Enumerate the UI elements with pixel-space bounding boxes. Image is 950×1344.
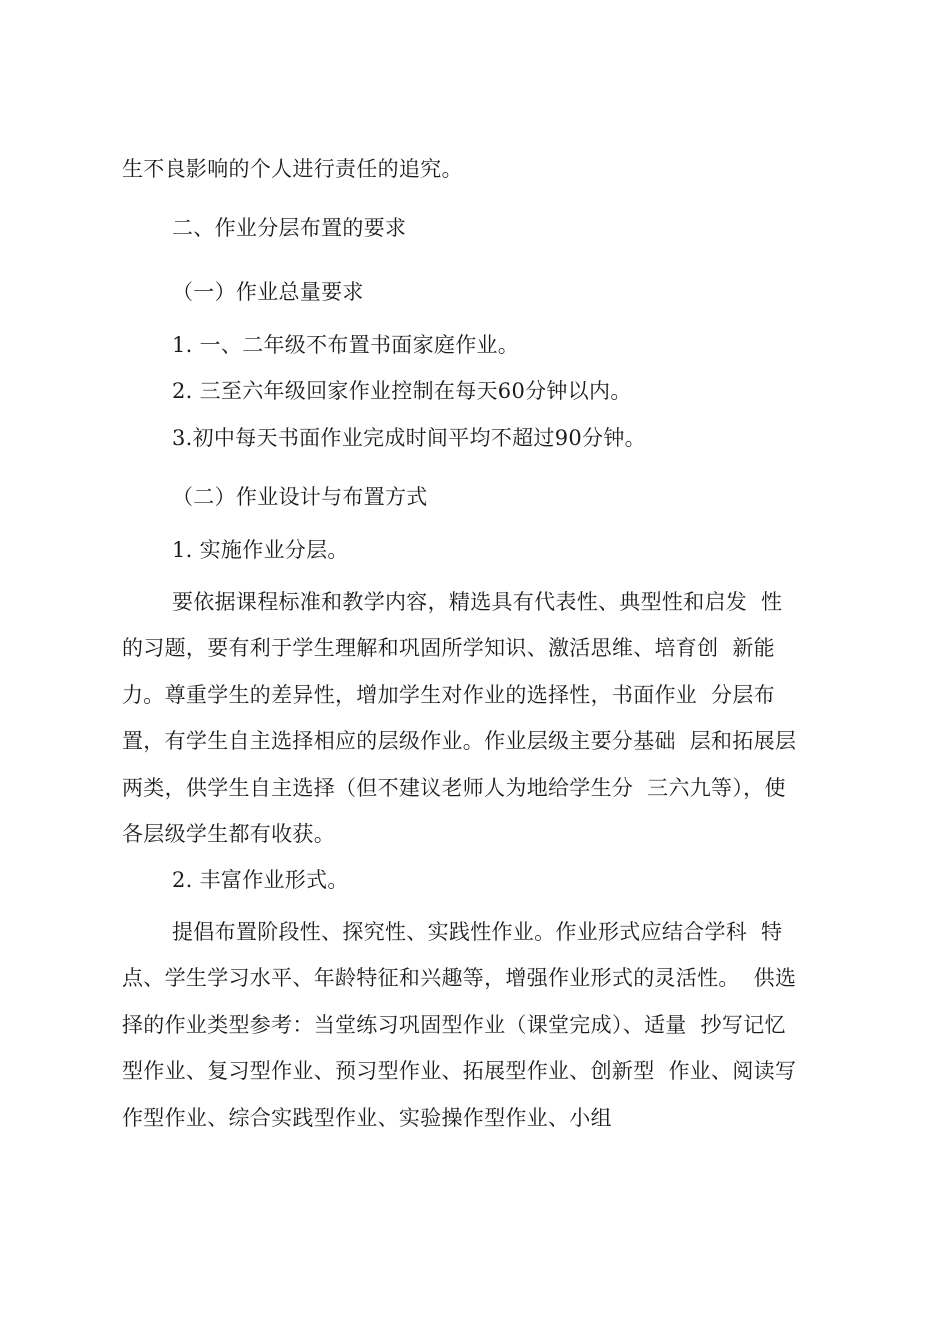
text-line: 各层级学生都有收获。 (122, 822, 335, 846)
text-line: 择的作业类型参考：当堂练习巩固型作业（课堂完成）、适量 抄写记忆 (122, 1013, 786, 1037)
text-line: 力。尊重学生的差异性，增加学生对作业的选择性，书面作业 分层布 (122, 683, 775, 707)
text-line: 置，有学生自主选择相应的层级作业。作业层级主要分基础 层和拓展层 (122, 729, 797, 753)
subsection-heading: （二）作业设计与布置方式 (172, 485, 428, 509)
text-line: 提倡布置阶段性、探究性、实践性作业。作业形式应结合学科 特 (172, 920, 783, 944)
text-line: 要依据课程标准和教学内容，精选具有代表性、典型性和启发 性 (172, 590, 783, 614)
list-item: 1. 实施作业分层。 (172, 538, 349, 562)
subsection-heading: （一）作业总量要求 (172, 280, 364, 304)
text-line: 两类，供学生自主选择（但不建议老师人为地给学生分 三六九等），使 (122, 776, 786, 800)
list-item: 1. 一、二年级不布置书面家庭作业。 (172, 333, 520, 357)
text-line: 的习题，要有利于学生理解和巩固所学知识、激活思维、培育创 新能 (122, 636, 775, 660)
list-item: 2. 丰富作业形式。 (172, 868, 349, 892)
list-item: 2. 三至六年级回家作业控制在每天60分钟以内。 (172, 379, 632, 403)
list-item: 3.初中每天书面作业完成时间平均不超过90分钟。 (172, 426, 646, 450)
section-heading: 二、作业分层布置的要求 (172, 216, 407, 240)
text-line: 生不良影响的个人进行责任的追究。 (122, 157, 463, 181)
text-line: 作型作业、综合实践型作业、实验操作型作业、小组 (122, 1106, 612, 1130)
text-line: 型作业、复习型作业、预习型作业、拓展型作业、创新型 作业、阅读写 (122, 1059, 797, 1083)
text-line: 点、学生学习水平、年龄特征和兴趣等，增强作业形式的灵活性。 供选 (122, 966, 797, 990)
